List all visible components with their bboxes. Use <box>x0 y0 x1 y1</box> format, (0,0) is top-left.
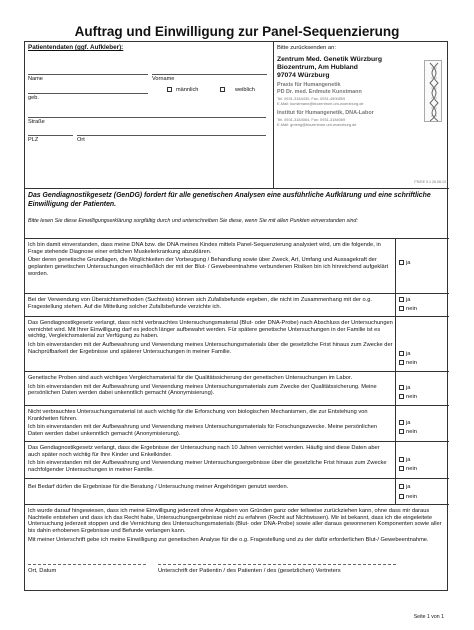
nein-option[interactable]: nein <box>399 306 417 312</box>
nein-checkbox[interactable] <box>399 494 404 499</box>
strasse-field[interactable] <box>28 117 266 118</box>
consent-section-1 <box>25 238 449 293</box>
section-text: Genetische Proben sind auch wichtiges Vergleichsmaterial für die Qualitätssicherung der genetischen Untersuchungen im Labor. Ich bin einverstanden mit der Aufbewahrung und Verwendung meines Untersuchungsmaterials zum Zwecke der Qualitätssicherung. Meine persönlichen Daten werden dabei unkenntlich gemacht (Anonymisierung). <box>28 375 377 397</box>
geb-field[interactable] <box>28 93 148 94</box>
ort-field[interactable] <box>77 135 266 136</box>
ja-checkbox[interactable] <box>399 457 404 462</box>
nein-option[interactable]: nein <box>399 394 417 400</box>
nein-option[interactable]: nein <box>399 466 417 472</box>
instruction-text: Bitte lesen Sie diese Einwilligungserklärung sorgfältig durch und unterschreiben Sie diese, wenn Sie mit allen Punkten einverstanden sind: <box>28 218 358 224</box>
ja-checkbox[interactable] <box>399 260 404 265</box>
ort-datum-label: Ort, Datum <box>28 568 57 574</box>
section-options <box>395 442 449 478</box>
ja-checkbox[interactable] <box>399 351 404 356</box>
section-options <box>395 294 449 316</box>
send-to-label: Bitte zurücksenden an: <box>277 45 336 51</box>
nein-checkbox[interactable] <box>399 466 404 471</box>
geb-label: geb. <box>28 95 39 101</box>
praxis-doctor: PD Dr. med. Erdmute Kunstmann <box>277 89 362 95</box>
ja-checkbox[interactable] <box>399 420 404 425</box>
consent-section-2 <box>25 293 449 316</box>
praxis-tel: Tel. 0931-3184430, Fax: 0931-4500859 <box>277 96 346 101</box>
ja-checkbox[interactable] <box>399 385 404 390</box>
name-field[interactable] <box>28 74 148 75</box>
consent-section-7 <box>25 478 449 504</box>
page-number: Seite 1 von 1 <box>413 614 444 620</box>
consent-section-5 <box>25 405 449 441</box>
strasse-label: Straße <box>28 119 45 125</box>
section-text: Das Gendiagnostikgesetz verlangt, dass nicht verbrauchtes Untersuchungsmaterial (Blut- oder DNA-Probe) nach Abschluss der Untersuchungen vernichtet wird. Mit Ihrer Einwilligung darf es jedoch länger aufbewahrt werden. Für spätere genetische Untersuchungen in der Familie ist es wichtig, Vergleichsmaterial zur Verfügung zu haben. Ich bin einverstanden mit der Aufbewahrung und Verwendung meines Untersuchungsmaterials über die gesetzliche Frist hinaus zum Zwecke der Nachprüfbarkeit der Ergebnisse und späterer Untersuchungen in meiner Familie. <box>28 320 393 355</box>
vorname-field[interactable] <box>152 74 267 75</box>
institution-name: Zentrum Med. Genetik Würzburg Biozentrum, Am Hubland 97074 Würzburg <box>277 56 382 79</box>
ja-option[interactable]: ja <box>399 260 411 266</box>
weiblich-checkbox[interactable] <box>220 87 225 92</box>
gendg-notice <box>25 188 449 238</box>
maennlich-label: männlich <box>176 87 199 93</box>
nein-option[interactable]: nein <box>399 494 417 500</box>
ja-option[interactable]: ja <box>399 385 411 391</box>
section-options <box>395 239 449 293</box>
nein-option[interactable]: nein <box>399 360 417 366</box>
ort-datum-field[interactable] <box>28 564 146 565</box>
ja-option[interactable]: ja <box>399 420 411 426</box>
consent-form <box>24 41 448 591</box>
page-title: Auftrag und Einwilligung zur Panel-Sequenzierung <box>74 24 400 39</box>
return-address <box>273 42 449 188</box>
institut-tel: Tel. 0931-3184064, Fax: 0931-3184069 <box>277 117 346 122</box>
section-options <box>395 372 449 405</box>
nein-option[interactable]: nein <box>399 429 417 435</box>
institut-title: Institut für Humangenetik, DNA-Labor <box>277 110 374 116</box>
signature-label: Unterschrift der Patientin / des Patienten / des (gesetzlichen) Vertreters <box>158 568 341 574</box>
section-text: Nicht verbrauchtes Untersuchungsmaterial ist auch wichtig für die Erforschung von biologischen Mechanismen, die zur Entstehung von Krankheiten führen. Ich bin einverstanden mit der Aufbewahrung und Verwendung meines Untersuchungsmaterials für Forschungszwecke. Meine persönlichen Daten werden dabei unkenntlich gemacht (Anonymisierung). <box>28 409 378 437</box>
institut-email: E-Mail: gmerig@biozentrum.uni-wuerzburg.de <box>277 122 357 127</box>
praxis-title: Praxis für Humangenetik <box>277 82 341 88</box>
plz-field[interactable] <box>28 135 73 136</box>
praxis-email: E-Mail: kunstmann@biozentrum.uni-wuerzburg.de <box>277 101 364 106</box>
nein-checkbox[interactable] <box>399 306 404 311</box>
ja-option[interactable]: ja <box>399 484 411 490</box>
closing-text: Ich wurde darauf hingewiesen, dass ich meine Einwilligung jederzeit ohne Angaben von Gründen ganz oder teilweise zurückziehen kann, ohne dass mir daraus Nachteile entstehen und dass ich das Recht habe, Untersuchungsergebnisse nicht zu erfahren (Recht auf Nichtwissen). Mir ist bekannt, dass ich die eingeleitete Untersuchung jederzeit stoppen und die Vernichtung des Untersuchungsmaterials (Blut- oder DNA-Probe) sowie aller daraus gewonnenen Komponenten sowie aller bis dahin erhobenen Ergebnisse und Befunde verlangen kann. Mit meiner Unterschrift gebe ich meine Einwilligung zur genetischen Analyse für die o.g. Fragestellung und zu der dafür erforderlichen Blut-/ Gewebeentnahme. <box>28 508 442 544</box>
section-text: Das Gendiagnostikgesetz verlangt, dass die Ergebnisse der Untersuchung nach 10 Jahren vernichtet werden. Häufig sind diese Daten aber auch später noch wichtig für Ihre Kinder und Enkelkinder. Ich bin einverstanden mit der Aufbewahrung und Verwendung meiner Untersuchungsergebnisse über die gesetzliche Frist hinaus zum Zwecke nachfolgender Untersuchungen in meiner Familie. <box>28 445 387 473</box>
consent-section-3 <box>25 316 449 371</box>
name-label: Name <box>28 76 43 82</box>
section-options <box>395 317 449 371</box>
maennlich-checkbox[interactable] <box>167 87 172 92</box>
form-version: PS/EE 5.1 26.08.13 <box>414 180 446 184</box>
signature-field[interactable] <box>158 564 396 565</box>
plz-label: PLZ <box>28 137 39 143</box>
vorname-label: Vorname <box>152 76 175 82</box>
ja-checkbox[interactable] <box>399 484 404 489</box>
consent-section-4 <box>25 371 449 405</box>
section-text: Bei Bedarf dürfen die Ergebnisse für die Beratung / Untersuchung meiner Angehörigen genutzt werden. <box>28 484 289 490</box>
section-text: Ich bin damit einverstanden, dass meine DNA bzw. die DNA meines Kindes mittels Panel-Sequenzierung analysiert wird, um die folgende, in Frage stehende Diagnose einer erblichen Muskelerkrankung abzuklären. Über deren genetische Grundlagen, die Möglichkeiten der Vorbeugung / Behandlung sowie über Zweck, Art, Umfang und Aussagekraft der geplanten genetischen Untersuchungen einschließlich der mit der Blut- / Gewebeentnahme verbundenen Risiken bin ich hinreichend aufgeklärt worden. <box>28 242 389 277</box>
ja-option[interactable]: ja <box>399 351 411 357</box>
gendg-text: Das Gendiagnostikgesetz (GenDG) fordert für alle genetischen Analysen eine ausführliche Aufklärung und eine schriftliche Einwilligung der Patienten. <box>28 192 431 208</box>
section-text: Bei der Verwendung von Übersichtsmethoden (Suchtests) können sich Zufallsbefunde ergeben, die nicht im Zusammenhang mit der o.g. Fragestellung stehen. Auf die Mitteilung solcher Zufallsbefunde verzichte ich. <box>28 297 372 310</box>
ja-option[interactable]: ja <box>399 297 411 303</box>
patient-data-heading: Patientendaten (ggf. Aufkleber): <box>28 44 124 51</box>
ort-label: Ort <box>77 137 85 143</box>
nein-checkbox[interactable] <box>399 360 404 365</box>
nein-checkbox[interactable] <box>399 394 404 399</box>
section-options <box>395 479 449 504</box>
ja-option[interactable]: ja <box>399 457 411 463</box>
consent-section-6 <box>25 441 449 478</box>
ja-checkbox[interactable] <box>399 297 404 302</box>
dna-logo-icon <box>424 60 442 122</box>
section-options <box>395 406 449 441</box>
weiblich-label: weiblich <box>235 87 255 93</box>
nein-checkbox[interactable] <box>399 429 404 434</box>
